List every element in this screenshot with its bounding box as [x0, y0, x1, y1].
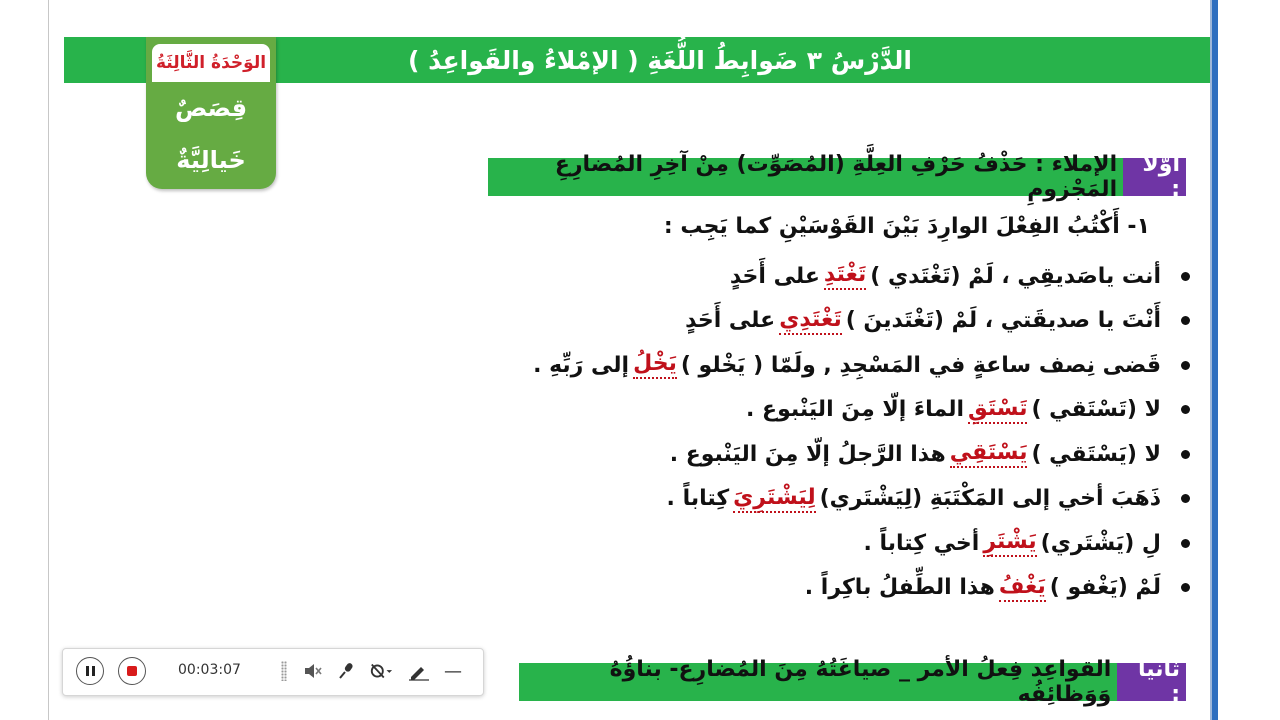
list-item [490, 388, 1190, 433]
answer-word: يَشْتَرِ [983, 529, 1036, 557]
pen-icon[interactable] [407, 659, 431, 683]
pause-icon [86, 666, 89, 676]
sentence-after: أخي كِتاباً . [863, 530, 980, 556]
bullet-icon [1181, 405, 1190, 414]
unit-title-line1: قِصَصٌ [174, 94, 248, 122]
answer-word: لِيَشْتَرِيَ [733, 485, 815, 513]
bullet-icon [1181, 494, 1190, 503]
bullet-icon [1181, 450, 1190, 459]
list-item [490, 432, 1190, 477]
window-edge-bar [1212, 0, 1218, 720]
sentence-after: على أَحَدٍ [685, 308, 776, 334]
lesson-title: الدَّرْسُ ٣ ضَوابِطُ اللُّغَةِ ( الإمْلاءُ والقَواعِدُ ) [408, 45, 913, 75]
list-item [490, 566, 1190, 611]
sentence-after: على أَحَدٍ [729, 263, 820, 289]
sentence-before: أَنْتَ يا صديقَتي ، لَمْ (تَغْتَدينَ ) [845, 308, 1161, 334]
minimize-icon[interactable]: — [444, 660, 462, 682]
section-lead-label: ثانيا : [1117, 663, 1186, 701]
drag-handle[interactable] [281, 661, 287, 681]
section-heading-text: القواعِد فِعلُ الأمر _ صياغَتُهُ مِنَ المُضارِع- بناؤُهُ وَوَظائِفُه [519, 663, 1117, 701]
bullet-icon [1181, 316, 1190, 325]
camera-off-icon[interactable] [369, 659, 393, 683]
section-heading-text: الإملاء : حَذْفُ حَرْفِ العِلَّةِ (المُصَوِّت) مِنْ آخِرِ المُضارِعِ المَجْزومِ [488, 158, 1123, 196]
answer-word: تَغْتَدِ [824, 262, 866, 290]
exercise-list [490, 254, 1190, 610]
answer-word: تَسْتَقِ [968, 396, 1027, 424]
bullet-icon [1181, 361, 1190, 370]
sentence-after: هذا الرَّجلُ إلّا مِنَ اليَنْبوع . [669, 441, 946, 467]
exercise-instruction: ١- أَكْتُبُ الفِعْلَ الوارِدَ بَيْنَ القَوْسَيْنِ كما يَجِب : [663, 214, 1150, 239]
stop-icon [127, 666, 137, 676]
answer-word: يَسْتَقِي [950, 440, 1028, 468]
sentence-before: قَضى نِصف ساعةٍ في المَسْجِدِ , ولَمّا ( يَخْلو ) [680, 352, 1161, 378]
speaker-mute-icon[interactable] [301, 659, 325, 683]
section-heading-dictation [488, 152, 1186, 202]
sentence-before: أنت ياصَديقِي ، لَمْ (تَغْتَدي ) [870, 263, 1161, 289]
recording-timer: 00:03:07 [178, 662, 241, 678]
sentence-before: لا (يَسْتَقي ) [1031, 441, 1161, 467]
unit-title-line2: خَيالِيَّةٌ [176, 146, 246, 174]
answer-word: يَغْفُ [999, 574, 1046, 602]
stop-button[interactable] [118, 657, 146, 685]
section-lead-label: أوَّلاً : [1123, 158, 1186, 196]
sentence-after: الماءَ إلّا مِنَ اليَنْبوع . [746, 397, 964, 423]
answer-word: تَغْتَدِي [779, 307, 842, 335]
bullet-icon [1181, 272, 1190, 281]
list-item [490, 254, 1190, 299]
sentence-before: لَمْ (يَغْفو ) [1049, 575, 1161, 601]
list-item [490, 343, 1190, 388]
section-heading-grammar [519, 657, 1186, 707]
bullet-icon [1181, 583, 1190, 592]
list-item [490, 299, 1190, 344]
recording-toolbar [62, 648, 484, 696]
list-item [490, 477, 1190, 522]
sentence-before: لِ (يَشْتَري) [1040, 530, 1161, 556]
sentence-after: هذا الطِّفلُ باكِراً . [804, 575, 995, 601]
unit-tab-label: الوَحْدَةُ الثَّالِثَةُ [152, 44, 270, 82]
sentence-before: لا (تَسْتَقي ) [1031, 397, 1161, 423]
sentence-after: إلى رَبِّهِ . [533, 352, 630, 378]
pause-icon-bar [92, 666, 95, 676]
list-item [490, 521, 1190, 566]
microphone-icon[interactable] [335, 659, 359, 683]
answer-word: يَخْلُ [633, 351, 677, 379]
sentence-before: ذَهَبَ أخي إلى المَكْتَبَةِ (لِيَشْتَري) [819, 486, 1161, 512]
bullet-icon [1181, 539, 1190, 548]
sentence-after: كِتاباً . [666, 486, 730, 512]
pause-button[interactable] [76, 657, 104, 685]
